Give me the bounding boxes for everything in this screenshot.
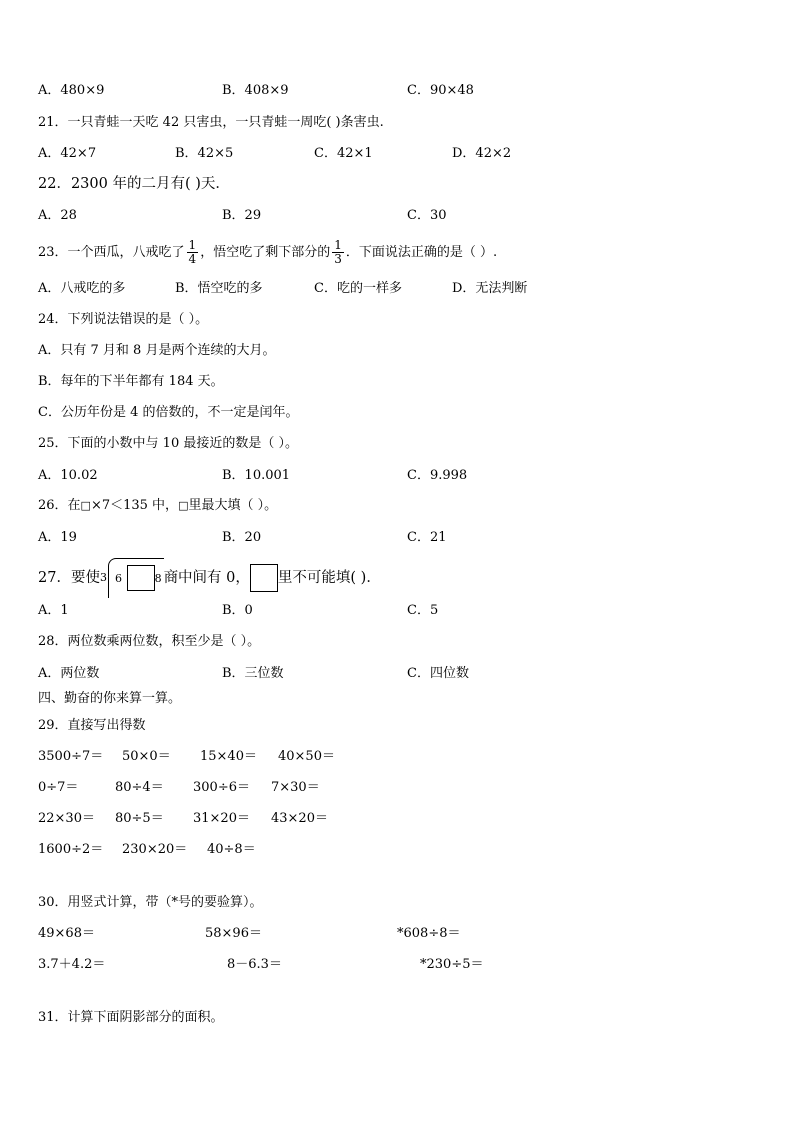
option-a: A．1 <box>38 603 69 618</box>
option-a: A．42×7 <box>38 146 97 161</box>
calc-item: 31×20＝ <box>193 811 250 826</box>
option-c: C．公历年份是 4 的倍数的，不一定是闰年。 <box>38 405 299 420</box>
question-27-text-c: 里不可能填( )． <box>277 570 381 586</box>
option-b: B．0 <box>222 603 253 618</box>
calc-item: 80÷5＝ <box>115 811 164 826</box>
section-heading: 四、勤奋的你来算一算。 <box>38 691 182 706</box>
long-division <box>100 558 164 598</box>
calc-item: 49×68＝ <box>38 926 95 941</box>
question-23-text-c: ．下面说法正确的是（ ）. <box>345 245 498 260</box>
option-c: C．吃的一样多 <box>314 281 402 296</box>
option-c: C．9.998 <box>407 468 468 483</box>
calc-item: 40÷8＝ <box>207 842 256 857</box>
calc-item: *230÷5＝ <box>420 957 484 972</box>
option-d: D．42×2 <box>452 146 512 161</box>
question-23 <box>38 236 497 270</box>
question-30: 30．用竖式计算，带（*号的要验算）。 <box>38 895 263 910</box>
dividend-digit: 6 <box>114 572 122 585</box>
option-c: C．30 <box>407 208 447 223</box>
calc-item: 230×20＝ <box>122 842 188 857</box>
fraction-numerator: 1 <box>188 238 197 252</box>
calc-item: 22×30＝ <box>38 811 95 826</box>
calc-item: 1600÷2＝ <box>38 842 104 857</box>
option-c: C．5 <box>407 603 439 618</box>
question-26-text-c: 里最大填（ ）。 <box>188 498 278 513</box>
option-d: D．无法判断 <box>452 281 528 296</box>
option-a: A．28 <box>38 208 77 223</box>
calc-item: 300÷6＝ <box>193 780 250 795</box>
calc-item: 8－6.3＝ <box>227 957 282 972</box>
calc-item: 15×40＝ <box>200 749 257 764</box>
fraction-denominator: 3 <box>334 252 342 266</box>
option-b: B．每年的下半年都有 184 天。 <box>38 374 224 389</box>
blank-box <box>250 564 278 592</box>
divisor: 3 <box>99 571 107 584</box>
question-31: 31．计算下面阴影部分的面积。 <box>38 1010 224 1025</box>
fraction-denominator: 4 <box>188 252 197 266</box>
option-c: C．42×1 <box>314 146 373 161</box>
option-a: A．10.02 <box>38 468 98 483</box>
dividend-digit: 8 <box>154 572 162 585</box>
option-a: A．19 <box>38 530 77 545</box>
calc-item: 43×20＝ <box>271 811 328 826</box>
option-b: B．42×5 <box>175 146 234 161</box>
fraction-one-third <box>332 239 344 266</box>
question-22: 22．2300 年的二月有( )天． <box>38 176 230 192</box>
option-a: A．480×9 <box>38 83 105 98</box>
question-27-text-b: 商中间有 0， <box>163 570 250 586</box>
option-a: A．两位数 <box>38 666 100 681</box>
question-28: 28．两位数乘两位数，积至少是（ ）。 <box>38 634 261 649</box>
blank-box: □ <box>178 499 189 512</box>
question-24: 24．下列说法错误的是（ ）。 <box>38 312 209 327</box>
question-23-text-a: 23．一个西瓜，八戒吃了 <box>38 245 185 260</box>
option-a: A．只有 7 月和 8 月是两个连续的大月。 <box>38 343 276 358</box>
question-26-text-b: ×7＜135 中， <box>90 498 179 513</box>
option-c: C．21 <box>407 530 447 545</box>
calc-item: 80÷4＝ <box>115 780 164 795</box>
question-26-text-a: 26．在 <box>38 498 81 513</box>
calc-item: 0÷7＝ <box>38 780 79 795</box>
option-b: B．20 <box>222 530 262 545</box>
calc-item: 3.7＋4.2＝ <box>38 957 106 972</box>
fraction-numerator: 1 <box>334 238 342 252</box>
question-23-text-b: ，悟空吃了剩下部分的 <box>200 245 331 260</box>
calc-item: 40×50＝ <box>278 749 335 764</box>
option-b: B．三位数 <box>222 666 284 681</box>
question-27 <box>38 558 381 598</box>
calc-item: 50×0＝ <box>122 749 171 764</box>
calc-item: *608÷8＝ <box>397 926 461 941</box>
question-26 <box>38 497 277 515</box>
question-29: 29．直接写出得数 <box>38 718 146 733</box>
option-b: B．10.001 <box>222 468 291 483</box>
option-c: C．90×48 <box>407 83 474 98</box>
question-27-text-a: 27．要使 <box>38 570 100 586</box>
option-b: B．408×9 <box>222 83 289 98</box>
question-21: 21．一只青蛙一天吃 42 只害虫，一只青蛙一周吃( )条害虫. <box>38 115 384 130</box>
blank-box <box>127 565 155 591</box>
option-b: B．悟空吃的多 <box>175 281 263 296</box>
division-bracket <box>108 558 164 598</box>
option-b: B．29 <box>222 208 262 223</box>
option-c: C．四位数 <box>407 666 469 681</box>
calc-item: 7×30＝ <box>271 780 320 795</box>
blank-box: □ <box>80 499 91 512</box>
option-a: A．八戒吃的多 <box>38 281 126 296</box>
question-25: 25．下面的小数中与 10 最接近的数是（ ）。 <box>38 436 298 451</box>
calc-item: 3500÷7＝ <box>38 749 104 764</box>
fraction-one-quarter <box>187 239 199 266</box>
calc-item: 58×96＝ <box>205 926 262 941</box>
